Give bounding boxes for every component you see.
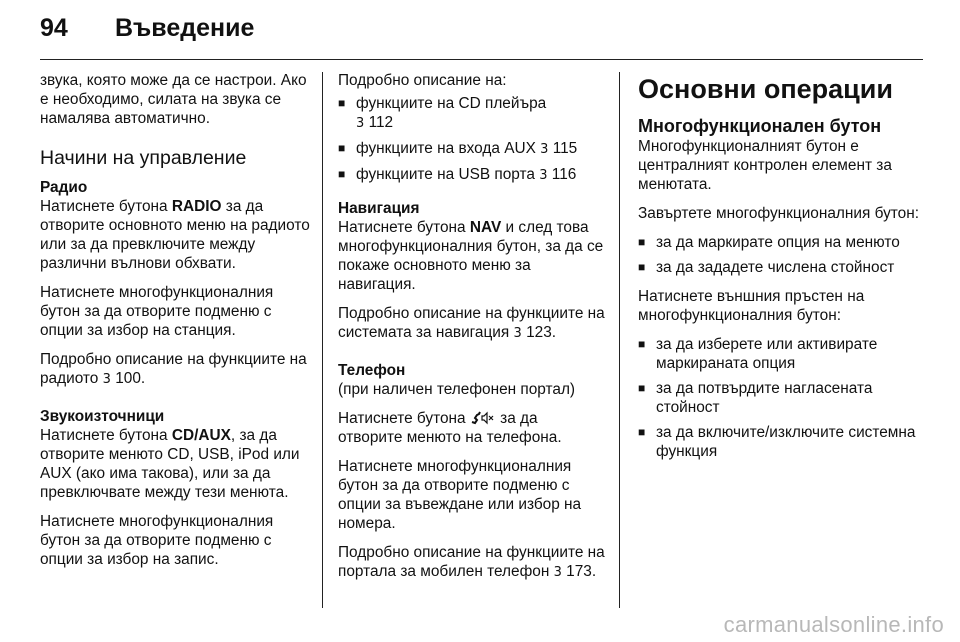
radio-paragraph-1: Натиснете бутона RADIO за да отворите основното меню на радиото или за да превключите между различни вълнови обхвати. xyxy=(40,198,310,272)
nav-paragraph-1: Натиснете бутона NAV и след това многофункционалния бутон, за да се покаже основното меню за навигация. xyxy=(338,219,604,293)
paragraph: Завъртете многофункционалния бутон: xyxy=(638,205,919,222)
page-ref-icon: 3 xyxy=(553,565,562,580)
page-ref: 112 xyxy=(368,114,394,131)
paragraph: Многофункционалният бутон е централният контролен елемент за менютата. xyxy=(638,138,892,193)
watermark: carmanualsonline.info xyxy=(723,612,944,637)
page-ref: 173. xyxy=(566,563,597,580)
page-ref: 116 xyxy=(551,166,577,183)
list-item: ■ функциите на CD плейъра 3 112 xyxy=(338,94,606,133)
list-item: ■ за да зададете числена стойност xyxy=(638,258,922,277)
radio-key: RADIO xyxy=(171,198,222,215)
list-item: ■ функциите на входа AUX 3 115 xyxy=(338,139,606,159)
phone-paragraph-4: Подробно описание на функциите на портала за мобилен телефон 3 173. xyxy=(338,544,605,580)
section-heading: Основни операции xyxy=(638,74,893,104)
page-header xyxy=(40,14,920,54)
radio-paragraph-3: Подробно описание на функциите на радиото 3 100. xyxy=(40,351,307,387)
intro-paragraph: звука, която може да се настрои. Ако е необходимо, силата на звука се намалява автоматично. xyxy=(40,72,307,127)
column-divider xyxy=(322,72,323,608)
column-2 xyxy=(338,71,606,592)
nav-section xyxy=(338,199,606,343)
nav-paragraph-2: Подробно описание на функциите на системата за навигация 3 123. xyxy=(338,305,605,341)
page-ref-icon: 3 xyxy=(540,142,549,157)
page-ref: 100. xyxy=(115,370,146,387)
page-ref-icon: 3 xyxy=(539,168,548,183)
list-item: ■ функциите на USB порта 3 116 xyxy=(338,165,606,185)
list-item: ■ за да включите/изключите системна функция xyxy=(638,423,922,461)
cd-aux-key: CD/AUX xyxy=(171,427,231,444)
subheading: Многофункционален бутон xyxy=(638,116,882,136)
page-ref-icon: 3 xyxy=(513,326,522,341)
turn-list xyxy=(638,233,922,277)
phone-section xyxy=(338,361,606,582)
press-list xyxy=(638,335,922,461)
paragraph: Натиснете външния пръстен на многофункционалния бутон: xyxy=(638,288,865,324)
list-item: ■ за да маркирате опция на менюто xyxy=(638,233,922,252)
page-ref-icon: 3 xyxy=(356,116,365,131)
page-ref: 115 xyxy=(552,140,578,157)
nav-key: NAV xyxy=(469,219,502,236)
list-item: ■ за да потвърдите нагласената стойност xyxy=(638,379,922,417)
chapter-title: Въведение xyxy=(115,14,255,42)
sources-section xyxy=(40,407,312,569)
phone-title: Телефон xyxy=(338,362,406,379)
section-heading: Начини на управление xyxy=(40,147,247,169)
phone-paragraph-2: Натиснете бутона за да отворите менюто на телефона. xyxy=(338,410,562,446)
page-number: 94 xyxy=(40,14,68,42)
page-ref: 123. xyxy=(526,324,557,341)
phone-mute-icon xyxy=(470,410,496,427)
nav-title: Навигация xyxy=(338,200,420,217)
sources-paragraph-2: Натиснете многофункционалния бутон за да отворите подменю с опции за избор на запис. xyxy=(40,513,274,568)
details-list xyxy=(338,94,606,185)
phone-paragraph-3: Натиснете многофункционалния бутон за да отворите подменю с опции за въвеждане или избор на номера. xyxy=(338,458,582,532)
page-ref-icon: 3 xyxy=(102,372,111,387)
sources-title: Звукоизточници xyxy=(40,408,165,425)
radio-title: Радио xyxy=(40,179,88,196)
column-1 xyxy=(40,71,312,579)
sources-paragraph-1: Натиснете бутона CD/AUX, за да отворите менюто CD, USB, iPod или AUX (ако има такова), или за да превключвате между тези менюта. xyxy=(40,427,300,501)
phone-paragraph-1: (при наличен телефонен портал) xyxy=(338,381,576,398)
details-label: Подробно описание на: xyxy=(338,72,507,89)
column-divider xyxy=(619,72,620,608)
radio-paragraph-2: Натиснете многофункционалния бутон за да отворите подменю с опции за избор на станция. xyxy=(40,284,274,339)
header-rule xyxy=(40,59,923,60)
list-item: ■ за да изберете или активирате маркираната опция xyxy=(638,335,922,373)
column-3 xyxy=(638,71,922,471)
radio-section xyxy=(40,178,312,389)
